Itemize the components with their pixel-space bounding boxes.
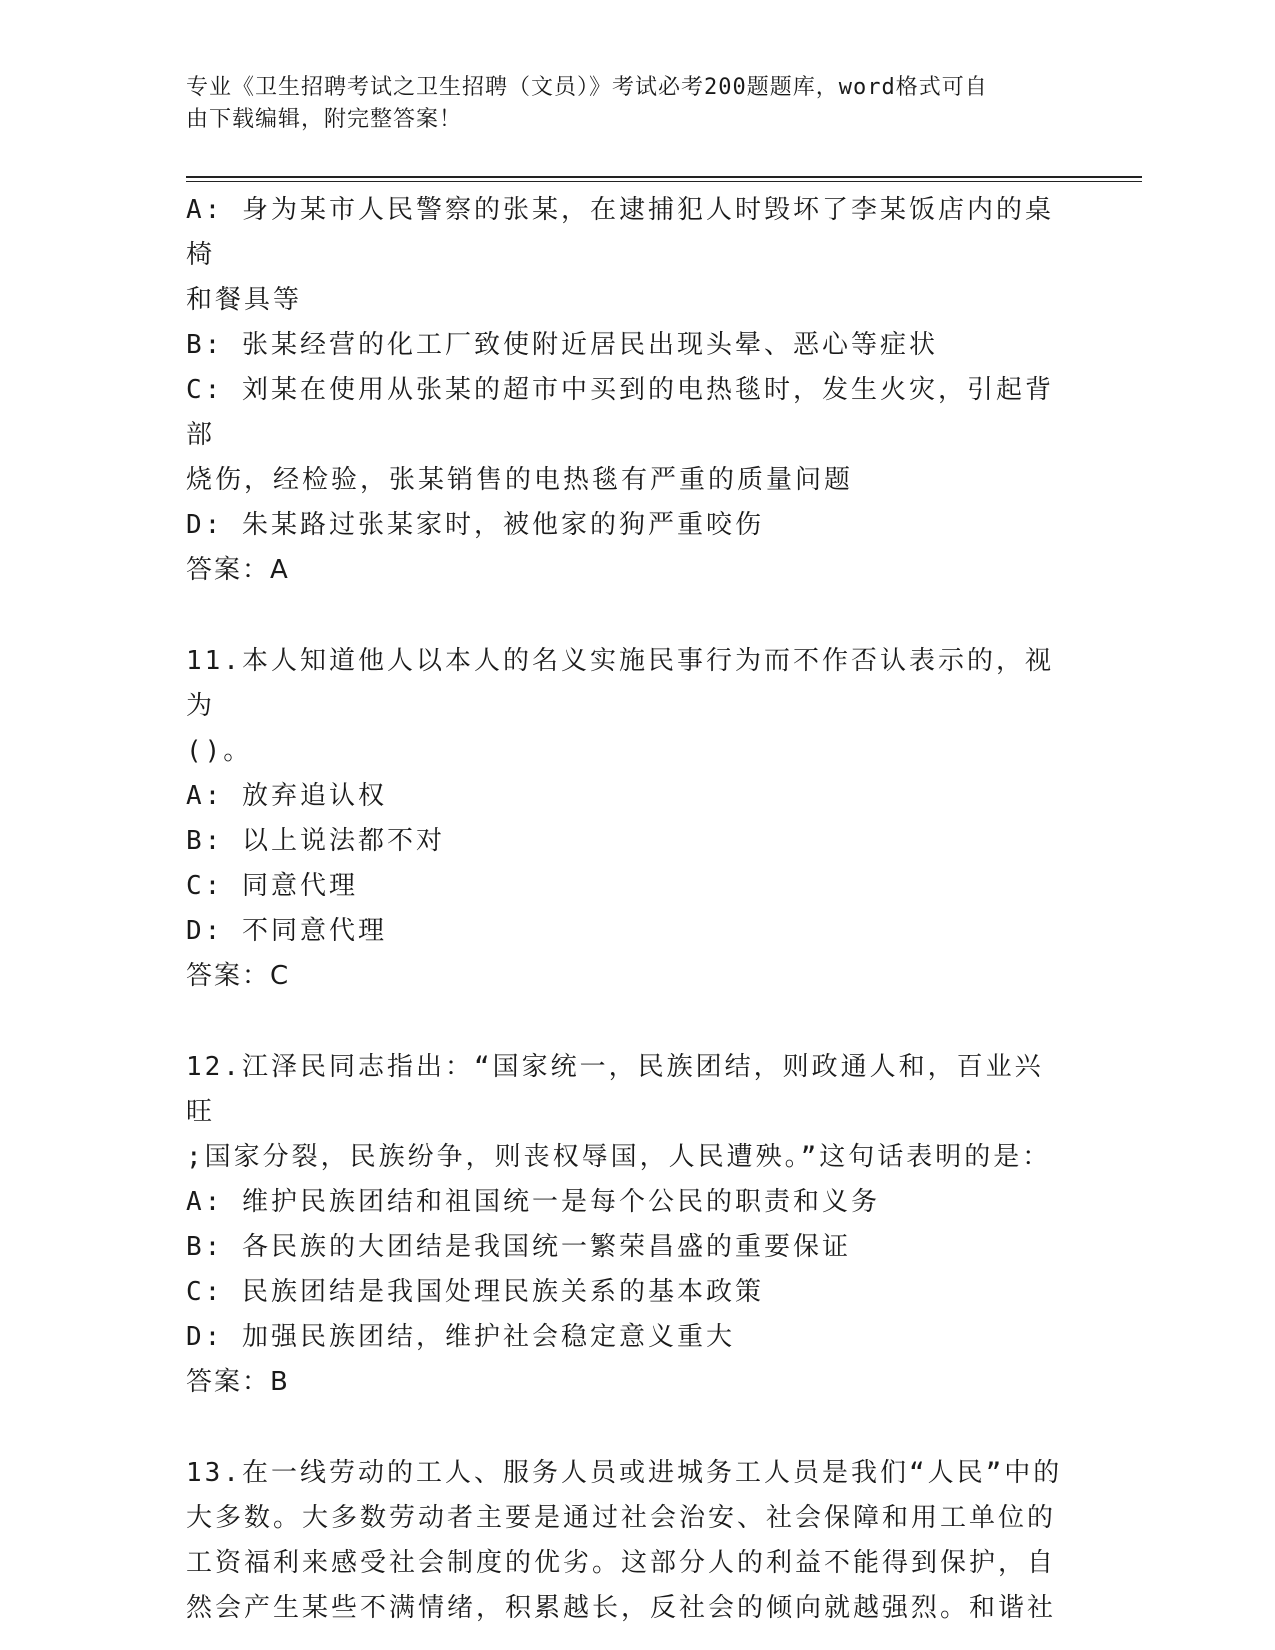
document-body [186,188,1066,1631]
header-line-1: 专业《卫生招聘考试之卫生招聘（文员）》考试必考200题题库，word格式可自 [186,75,988,100]
q12-answer: 答案：B [186,1367,290,1397]
question-12 [186,1045,1066,1405]
header-rule-thin [186,181,1142,182]
q12-option-b: B: 各民族的大团结是我国统一繁荣昌盛的重要保证 [186,1232,851,1262]
q13-stem-line-3: 工资福利来感受社会制度的优劣。这部分人的利益不能得到保护，自 [186,1548,1057,1578]
spacer [186,1405,1066,1451]
document-header [186,72,1066,136]
q10-option-b: B: 张某经营的化工厂致使附近居民出现头晕、恶心等症状 [186,330,938,360]
question-11 [186,639,1066,999]
q12-option-c: C: 民族团结是我国处理民族关系的基本政策 [186,1277,764,1307]
q13-stem-line-2: 大多数。大多数劳动者主要是通过社会治安、社会保障和用工单位的 [186,1503,1057,1533]
q11-option-b: B: 以上说法都不对 [186,826,445,856]
q11-option-a: A: 放弃追认权 [186,781,387,811]
q11-stem-line-2: ()。 [186,736,253,766]
header-line-2: 由下载编辑，附完整答案！ [186,107,463,132]
spacer [186,593,1066,639]
q10-option-a-line-2: 和餐具等 [186,285,303,315]
q12-option-a: A: 维护民族团结和祖国统一是每个公民的职责和义务 [186,1187,880,1217]
q12-stem-line-1: 12.江泽民同志指出：“国家统一，民族团结，则政通人和，百业兴旺 [186,1052,1044,1127]
q13-stem-line-4: 然会产生某些不满情绪，积累越长，反社会的倾向就越强烈。和谐社 [186,1593,1057,1623]
q12-stem-line-2: ;国家分裂，民族纷争，则丧权辱国，人民遭殃。”这句话表明的是： [186,1142,1052,1172]
question-13 [186,1451,1066,1631]
q11-answer: 答案：C [186,961,291,991]
q10-option-c-line-2: 烧伤，经检验，张某销售的电热毯有严重的质量问题 [186,465,854,495]
q10-answer: 答案：A [186,555,290,585]
header-rule-thick [186,176,1142,178]
question-10 [186,188,1066,593]
q11-option-d: D: 不同意代理 [186,916,387,946]
q10-option-a-line-1: A: 身为某市人民警察的张某，在逮捕犯人时毁坏了李某饭店内的桌椅 [186,195,1054,270]
q11-option-c: C: 同意代理 [186,871,358,901]
q11-stem-line-1: 11.本人知道他人以本人的名义实施民事行为而不作否认表示的，视为 [186,646,1054,721]
spacer [186,999,1066,1045]
q10-option-c-line-1: C: 刘某在使用从张某的超市中买到的电热毯时，发生火灾，引起背部 [186,375,1054,450]
q13-stem-line-1: 13.在一线劳动的工人、服务人员或进城务工人员是我们“人民”中的 [186,1458,1063,1488]
q12-option-d: D: 加强民族团结，维护社会稳定意义重大 [186,1322,735,1352]
q10-option-d: D: 朱某路过张某家时，被他家的狗严重咬伤 [186,510,764,540]
